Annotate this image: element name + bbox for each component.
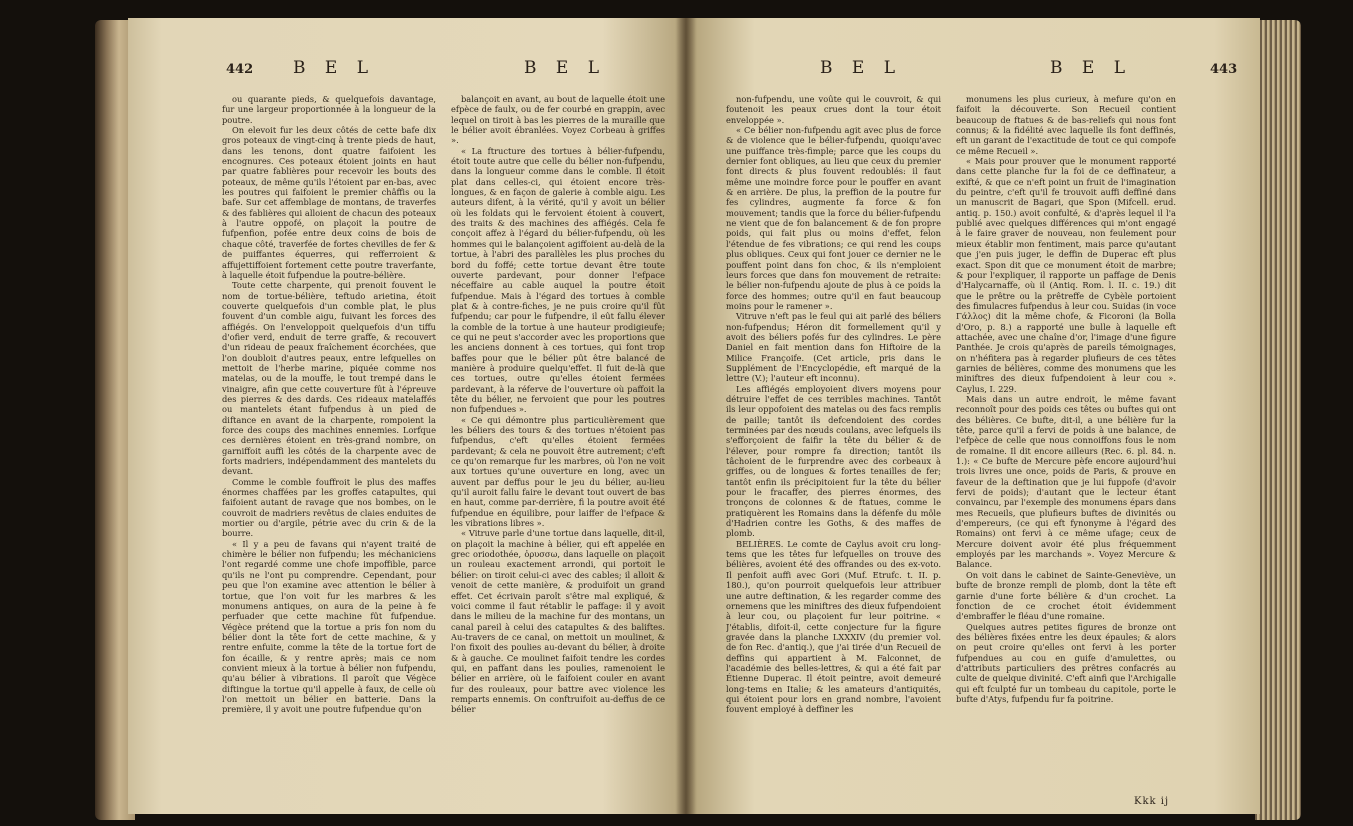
signature-mark: Kkk ij [1134, 796, 1170, 807]
paragraph: « Il y a peu de favans qui n'ayent traité de chimère le bélier non fufpendu; les méchaniciens l'ont regardé comme une chofe impoffible, parce qu'ils ne l'ont pu comprendre. Cependant, pour peu que l'on examine avec attention le bélier à tortue, que l'on voit fur les marbres & les monumens antiques, on aura de la peine à fe perfuader que cette machine fût fufpendue. Végèce prétend que la tortue a pris fon nom du bélier dont la tête fort de cette machine, & y rentre enfuite, comme la tête de la tortue fort de fon écaille, & y rentre après; mais ce nom convient mieux à la tortue à bélier non fufpendu, qu'au bélier à vibrations. Il paroît que Végèce diftingue la tortue qu'il appelle à faux, de celle où l'on mettoit un bélier en batterie. Dans la première, il y avoit une poutre fufpendue qu'on [222, 538, 436, 715]
paragraph: « Vitruve parle d'une tortue dans laquelle, dit-il, on plaçoit la machine à bélier, qui eft appelée en grec oriodothée, ὀρυσσω, dans laquelle on plaçoit un rouleau exactement arrondi, qui portoit le bélier: on tiroit celui-ci avec des cables; il alloit & venoit de cette manière, & produifoit un grand effet. Cet écrivain paroît s'être mal expliqué, & voici comme il faut rétablir le paffage: il y avoit dans le milieu de la machine fur des montans, un canal pareil à celui des catapultes & des baliftes. Au-travers de ce canal, on mettoit un moulinet, & l'on fixoit des poulies au-devant du bélier, à droite & à gauche. Ce moulinet faifoit tendre les cordes qui, en paffant dans les poulies, ramenoient le bélier en arrière, où le faifoient couler en avant fur des rouleaux, pour battre avec violence les remparts ennemis. On conftruifoit au-deffus de ce bélier [451, 528, 665, 715]
paragraph: Toute cette charpente, qui prenoit fouvent le nom de tortue-bélière, teftudo arietina, étoit couverte quelquefois d'un comble plat, le plus fouvent d'un comble aigu, fuivant les forces des affiégés. On l'enveloppoit quelquefois d'un tiffu d'ofier verd, enduit de terre graffe, & recouvert d'un rideau de peaux fraîchement écorchées, que l'on doubloit d'autres peaux, entre lefquelles on mettoit de l'herbe marine, piquée comme nos matelas, ou de la mouffe, le tout trempé dans le vinaigre, afin que cette couverture fût à l'épreuve des pierres & des dards. Ces rideaux matelaffés ou mantelets étant fufpendus à un pied de diftance en avant de la charpente, rompoient la force des coups des machines ennemies. Lorfque ces dernières étoient en très-grand nombre, on garniffoit auffi les côtés de la charpente avec de forts madriers, indépendamment des mantelets du devant. [222, 280, 436, 477]
paragraph: « Mais pour prouver que le monument rapporté dans cette planche fur la foi de ce deffinateur, a exifté, & que ce n'eft point un fruit de l'imagination du peintre, c'eft qu'il fe trouvoit auffi deffiné dans un manuscrit de Bagari, que Spon (Mifcell. erud. antiq. p. 150.) avoit confulté, & d'après lequel il l'a publié avec quelques différences qui m'ont engagé à le faire graver de nouveau, non feulement pour mieux établir mon fentiment, mais parce qu'autant que j'en puis juger, le deffin de Duperac eft plus exact. Spon dit que ce monument étoit de marbre; & pour l'expliquer, il rapporte un paffage de Denis d'Halycarnaffe, où il (Antiq. Rom. l. II. c. 19.) dit que le prêtre ou la prêtreffe de Cybèle portoient des fimulacres fufpendus à leur cou. Suidas (in voce Γάλλος) dit la même chofe, & Ficoroni (la Bolla d'Oro, p. 8.) a rapporté une bulle à laquelle eft attachée, avec une chaîne d'or, l'image d'une figure Panthée. Je crois qu'après de pareils témoignages, on n'héfitera pas à regarder plufieurs de ces têtes garnies de bélières, comme des monumens que les miniftres des dieux fufpendoient à leur cou ». Caylus, I. 229. [956, 156, 1176, 394]
book-gutter [676, 18, 696, 814]
page-number: 443 [1210, 62, 1238, 77]
page-number: 442 [226, 62, 254, 77]
running-head: B E L [293, 58, 375, 78]
paragraph: Vitruve n'eft pas le feul qui ait parlé des béliers non-fufpendus; Héron dit formellement qu'il y avoit des béliers pofés fur des cylindres. Le père Daniel en fait mention dans fon Hiftoire de la Milice Françoife. (Cet article, pris dans le Supplément de l'Encyclopédie, eft marqué de la lettre (V.); l'auteur eft inconnu). [726, 311, 941, 384]
paragraph: « La ftructure des tortues à bélier-fufpendu, étoit toute autre que celle du bélier non-fufpendu, dans la longueur comme dans le comble. Il étoit plat dans celles-ci, qui étoient encore très-longues, & en façon de galerie à comble aigu. Les auteurs difent, à la vérité, qu'il y avoit un bélier où les foldats qui le fervoient étoient à couvert, des traits & des machines des affiégés. Cela fe conçoit affez à l'égard du bélier-fufpendu, où les hommes qui le balançoient agiffoient au-delà de la tortue, à l'abri des parallèles les plus proches du bord du foffé; cette tortue devant être toute ouverte pardevant, pour donner l'efpace néceffaire au cable auquel la poutre étoit fufpendue. Mais à l'égard des tortues à comble plat & à contre-fiches, je ne puis croire qu'il fût fufpendu; car pour le fufpendre, il eût fallu élever la comble de la tortue à une hauteur prodigieufe; ce qui ne peut s'accorder avec les proportions que les anciens donnent à ces tortues, qui font trop baffes pour que le bélier pût être balancé de manière à produire quelqu'effet. Il fuit de-là que ces tortues, outre qu'elles étoient fermées pardevant, à la réferve de l'ouverture où paffoit la tête du bélier, ne fervoient que pour les poutres non fufpendues ». [451, 145, 665, 415]
paragraph: « Ce qui démontre plus particulièrement que les béliers des tours & des tortues n'étoient pas fufpendus, c'eft qu'elles étoient fermées pardevant; & cela ne pouvoit être autrement; c'eft ce qu'on remarque fur les marbres, où l'on ne voit aux tortues qu'une ouverture en long, avec un auvent par deffus pour le jeu du bélier, au-lieu qu'il auroit fallu faire le devant tout ouvert de bas en haut, comme par-derrière, fi la poutre avoit été fufpendue en équilibre, pour laiffer de l'efpace & les vibrations libres ». [451, 414, 665, 529]
right-page [686, 18, 1260, 814]
text-column [956, 94, 1176, 794]
running-head: B E L [820, 58, 902, 78]
paragraph: Mais dans un autre endroit, le même favant reconnoît pour des poids ces têtes ou buftes qui ont des bélières. Ce bufte, dit-il, a une bélière fur la tête, parce qu'il a fervi de poids à une balance, de l'efpèce de celle que nous connoiffons fous le nom de romaine. Il dit encore ailleurs (Rec. 6. pl. 84. n. 1.): « Ce bufte de Mercure pèfe encore aujourd'hui trois livres une once, poids de Paris, & prouve en faveur de la deftination que je lui fuppofe (d'avoir fervi de poids); d'autant que le lecteur étant convaincu, par l'exemple des monumens épars dans mes Recueils, que plufieurs buftes de divinités ou d'empereurs, (ce qui eft fynonyme à l'égard des Romains) ont fervi à ce même ufage; ceux de Mercure doivent avoir été plus fréquemment employés par les marchands ». Voyez Mercure & Balance. [956, 393, 1176, 570]
paragraph: Les affiégés employoient divers moyens pour détruire l'effet de ces terribles machines. Tantôt ils leur oppofoient des matelas ou des facs remplis de paille; tantôt ils defcendoient des cordes terminées par des nœuds coulans, avec lefquels ils s'efforçoient de faifir la tête du bélier & de l'élever, pour rompre fa direction; tantôt ils tâchoient de le furprendre avec des corbeaux à griffes, ou de longues & fortes tenailles de fer; tantôt enfin ils précipitoient fur la tête du bélier pour le fracaffer, des pierres énormes, des tronçons de colonnes & de ftatues, comme le pratiquèrent les Romains dans la défenfe du môle d'Hadrien contre les Goths, & des maffes de plomb. [726, 383, 941, 539]
book-edge-right [1255, 20, 1301, 820]
running-head: B E L [524, 58, 606, 78]
text-column [222, 94, 436, 794]
paragraph: « Ce bélier non-fufpendu agit avec plus de force & de violence que le bélier-fufpendu, quoiqu'avec une puiffance très-fimple; parce que les coups du dernier font obliques, au lieu que ceux du premier font directs & plus fouvent redoublés: il faut même une moindre force pour le pouffer en avant & en arrière. De plus, la preffion de la poutre fur fes cylindres, augmente fa force & fon mouvement; tandis que la force du bélier-fufpendu ne vient que de fon balancement & de fon propre poids, qui fait plus ou moins d'effet, felon l'étendue de fes vibrations; ce qui rend les coups plus obliques. Ceux qui font jouer ce dernier ne le pouffent point dans fon choc, & ils n'emploient leurs forces que dans fon mouvement de retraite: le bélier non-fufpendu ajoute de plus à ce poids la force des hommes; outre qu'il en faut beaucoup moins pour le ramener ». [726, 125, 941, 311]
paragraph: Quelques autres petites figures de bronze ont des bélières fixées entre les deux épaules; & alors on peut croire qu'elles ont fervi à les porter fufpendues au cou en guife d'amulettes, ou d'attributs particuliers des prêtres confacrés au culte de quelque divinité. C'eft ainfi que l'Archigalle qui eft fculpté fur un tombeau du capitole, porte le bufte d'Atys, fufpendu fur fa poitrine. [956, 621, 1176, 704]
text-column [726, 94, 941, 794]
paragraph: monumens les plus curieux, à mefure qu'on en faifoit la découverte. Son Recueil contient beaucoup de ftatues & de bas-reliefs qui nous font connus; & la fidélité avec laquelle ils font deffinés, eft un garant de l'exactitude de tout ce qui compofe ce même Recueil ». [956, 94, 1176, 156]
paragraph: Comme le comble fouffroit le plus des maffes énormes chaffées par les groffes catapultes, qui faifoient autant de ravage que nos bombes, on le couvroit de madriers revêtus de claies enduites de mortier ou d'argile, pétrie avec du crin & de la bourre. [222, 476, 436, 539]
paragraph: balançoit en avant, au bout de laquelle étoit une efpèce de faulx, ou de fer courbé en grappin, avec lequel on tiroit à bas les pierres de la muraille que le bélier avoit ébranlées. Voyez Corbeau à griffes ». [451, 94, 665, 146]
left-page [128, 18, 686, 814]
paragraph: On elevoit fur les deux côtés de cette bafe dix gros poteaux de vingt-cinq à trente pieds de haut, dans les tenons, dont quatre faifoient les encognures. Ces poteaux étoient joints en haut par quatre fablières pour recevoir les bouts des poteaux, de même qu'ils l'étoient par en-bas, avec les poutres qui faifoient le premier châffis ou la bafe. Sur cet affemblage de montans, de traverfes & des fablières qui alloient de chacun des poteaux à l'autre oppofé, on plaçoit la poutre de fufpenfion, pofée entre deux coins de bois de chaque côté, traverfée de fortes chevilles de fer & de puiffantes équerres, qui refferroient & affujettiffoient fortement cette poutre traverfante, à laquelle étoit fufpendue la poutre-bélière. [222, 125, 436, 280]
paragraph: ou quarante pieds, & quelquefois davantage, fur une largeur proportionnée à la longueur de la poutre. [222, 94, 436, 125]
running-head: B E L [1050, 58, 1132, 78]
text-column [451, 94, 665, 794]
paragraph: BELIÈRES. Le comte de Caylus avoit cru long-tems que les têtes fur lefquelles on trouve des bélières, avoient été des offrandes ou des ex-voto. Il penfoit auffi avec Gori (Muf. Etrufc. t. II. p. 180.), qu'on pourroit quelquefois leur attribuer une autre deftination, & les regarder comme des ornemens que les miniftres des dieux fufpendoient à leur cou, ou plaçoient fur leur poitrine. « J'établis, difoit-il, cette conjecture fur la figure gravée dans la planche LXXXIV (du premier vol. de fon Rec. d'antiq.), que j'ai tirée d'un Recueil de deffins qui appartient à M. Falconnet, de l'académie des belles-lettres, & qui a été fait par Étienne Duperac. Il étoit peintre, avoit demeuré long-tems en Italie; & les amateurs d'antiquités, qui étoient pour lors en grand nombre, l'avoient fouvent employé à deffiner les [726, 538, 941, 715]
paragraph: non-fufpendu, une voûte qui le couvroit, & qui foutenoit les peaux crues dont la tour étoit enveloppée ». [726, 94, 941, 125]
paragraph: On voit dans le cabinet de Sainte-Geneviève, un bufte de bronze rempli de plomb, dont la tête eft garnie d'une forte bélière & d'un crochet. La fonction de ce crochet étoit évidemment d'embraffer le fléau d'une romaine. [956, 569, 1176, 622]
